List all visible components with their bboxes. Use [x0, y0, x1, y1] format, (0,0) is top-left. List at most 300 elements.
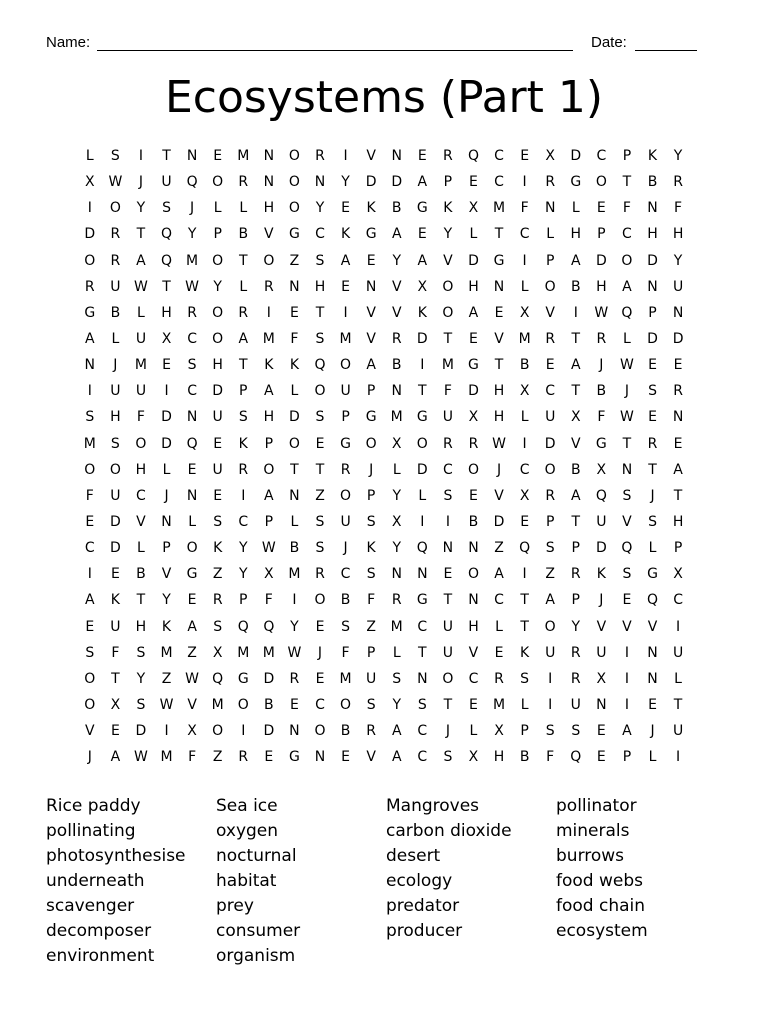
grid-letter: E	[622, 592, 632, 609]
word-list-column	[216, 794, 386, 969]
grid-letter: H	[314, 278, 326, 295]
grid-letter: J	[650, 723, 655, 740]
grid-letter: W	[287, 644, 302, 661]
grid-letter: Q	[314, 357, 326, 374]
grid-letter: D	[647, 330, 658, 347]
word-list-item: ecosystem	[556, 921, 648, 941]
grid-letter: N	[289, 278, 300, 295]
grid-letter: R	[315, 566, 325, 583]
grid-letter: T	[494, 226, 504, 243]
grid-letter: F	[188, 749, 197, 766]
grid-letter: P	[264, 435, 274, 452]
grid-letter: J	[317, 644, 323, 661]
grid-letter: V	[366, 330, 376, 347]
grid-letter: T	[494, 357, 504, 374]
grid-letter: B	[570, 278, 581, 295]
grid-letter: K	[289, 357, 299, 374]
grid-row	[77, 718, 691, 744]
grid-letter: I	[241, 487, 246, 504]
grid-letter: D	[544, 435, 556, 452]
grid-letter: F	[443, 383, 452, 400]
grid-letter: E	[264, 749, 274, 766]
grid-letter: G	[365, 409, 377, 426]
grid-row	[77, 640, 691, 666]
word-list-item: food chain	[556, 896, 646, 916]
grid-letter: N	[672, 409, 684, 426]
grid-letter: X	[468, 749, 479, 766]
grid-letter: E	[85, 513, 95, 530]
grid-letter: M	[390, 618, 403, 635]
grid-letter: O	[212, 330, 224, 347]
grid-letter: R	[238, 749, 249, 766]
grid-letter: L	[290, 383, 299, 400]
grid-letter: Y	[571, 618, 581, 635]
grid-letter: A	[340, 252, 351, 269]
grid-letter: N	[647, 670, 658, 687]
grid-letter: Y	[392, 540, 401, 557]
grid-letter: H	[647, 226, 658, 243]
word-list-item: carbon dioxide	[386, 821, 512, 841]
grid-letter: W	[159, 696, 174, 713]
grid-letter: B	[136, 566, 146, 583]
grid-letter: X	[570, 409, 581, 426]
grid-row	[77, 378, 691, 404]
grid-letter: Q	[595, 487, 607, 504]
grid-letter: N	[544, 200, 556, 217]
grid-letter: M	[262, 330, 275, 347]
grid-letter: D	[161, 409, 172, 426]
grid-letter: D	[416, 461, 428, 478]
grid-letter: U	[340, 383, 351, 400]
grid-letter: C	[494, 174, 504, 191]
grid-letter: G	[493, 252, 505, 269]
grid-letter: B	[110, 304, 121, 321]
grid-letter: V	[647, 618, 658, 635]
grid-letter: G	[365, 226, 377, 243]
grid-letter: O	[595, 174, 607, 191]
grid-letter: I	[522, 435, 527, 452]
grid-letter: P	[571, 592, 580, 609]
grid-letter: I	[522, 252, 527, 269]
word-list-item: desert	[386, 846, 441, 866]
grid-letter: O	[340, 696, 352, 713]
grid-letter: H	[468, 618, 479, 635]
grid-letter: V	[366, 304, 376, 321]
grid-letter: W	[620, 409, 634, 426]
grid-letter: W	[185, 278, 200, 295]
grid-letter: X	[545, 148, 555, 164]
grid-letter: U	[366, 670, 377, 687]
grid-letter: T	[418, 644, 427, 661]
grid-letter: J	[343, 540, 348, 557]
grid-letter: M	[134, 357, 147, 374]
grid-letter: S	[315, 252, 325, 269]
grid-letter: D	[647, 252, 658, 269]
grid-letter: O	[263, 461, 275, 478]
grid-letter: E	[469, 330, 478, 347]
grid-letter: R	[673, 174, 683, 191]
grid-letter: F	[520, 200, 529, 217]
grid-letter: A	[417, 174, 428, 191]
grid-letter: H	[135, 461, 147, 478]
grid-letter: Y	[673, 252, 683, 269]
grid-letter: L	[290, 513, 299, 530]
grid-letter: L	[520, 696, 529, 713]
grid-letter: O	[314, 592, 326, 609]
grid-letter: K	[417, 304, 427, 321]
grid-letter: Q	[263, 618, 275, 635]
grid-letter: L	[674, 670, 682, 687]
grid-letter: L	[85, 148, 94, 164]
grid-letter: F	[367, 592, 376, 609]
grid-letter: P	[239, 383, 248, 400]
grid-letter: D	[595, 252, 607, 269]
grid-letter: E	[520, 148, 530, 164]
grid-letter: W	[492, 435, 506, 452]
grid-letter: L	[392, 461, 401, 478]
grid-letter: S	[648, 513, 657, 530]
grid-letter: E	[596, 200, 606, 217]
grid-letter: Q	[621, 540, 633, 557]
grid-letter: T	[520, 618, 529, 635]
grid-letter: D	[416, 330, 428, 347]
grid-letter: N	[647, 644, 658, 661]
grid-letter: L	[469, 226, 478, 243]
grid-letter: X	[391, 513, 402, 530]
grid-letter: A	[570, 487, 581, 504]
grid-letter: R	[494, 670, 504, 687]
grid-letter: R	[570, 566, 581, 583]
grid-letter: R	[263, 278, 274, 295]
grid-letter: R	[545, 330, 556, 347]
word-list-item: predator	[386, 896, 460, 916]
grid-letter: C	[468, 670, 479, 687]
grid-letter: Z	[289, 252, 300, 269]
grid-letter: B	[596, 383, 607, 400]
grid-letter: E	[213, 435, 223, 452]
grid-letter: O	[237, 696, 249, 713]
grid-letter: E	[648, 696, 657, 713]
grid-letter: Q	[161, 226, 173, 243]
grid-letter: Y	[443, 226, 453, 243]
grid-letter: P	[520, 723, 529, 740]
grid-letter: J	[113, 357, 118, 374]
grid-letter: P	[673, 540, 683, 557]
grid-letter: B	[519, 357, 530, 374]
grid-letter: E	[110, 566, 120, 583]
grid-letter: N	[647, 278, 658, 295]
grid-letter: H	[493, 409, 505, 426]
grid-letter: O	[544, 461, 556, 478]
grid-letter: R	[187, 304, 197, 321]
grid-letter: S	[520, 670, 530, 687]
grid-letter: N	[186, 409, 198, 426]
grid-letter: H	[263, 200, 275, 217]
grid-letter: I	[420, 357, 425, 374]
grid-letter: M	[237, 148, 250, 164]
grid-letter: R	[545, 174, 556, 191]
grid-letter: W	[108, 174, 123, 191]
grid-letter: A	[545, 592, 555, 609]
grid-letter: L	[239, 200, 248, 217]
grid-letter: G	[416, 592, 428, 609]
grid-letter: O	[109, 200, 121, 217]
grid-letter: S	[417, 696, 427, 713]
grid-letter: U	[135, 330, 147, 347]
grid-letter: U	[545, 409, 556, 426]
grid-letter: I	[343, 304, 348, 321]
grid-letter: O	[467, 461, 479, 478]
grid-letter: J	[599, 357, 604, 374]
grid-letter: S	[648, 383, 657, 400]
grid-letter: N	[468, 540, 479, 557]
grid-letter: A	[391, 226, 402, 243]
grid-letter: L	[213, 200, 222, 217]
grid-letter: L	[571, 200, 580, 217]
grid-letter: Y	[238, 566, 248, 583]
grid-letter: T	[443, 330, 453, 347]
grid-letter: C	[187, 383, 197, 400]
grid-letter: H	[493, 383, 505, 400]
grid-letter: O	[109, 461, 121, 478]
grid-letter: O	[135, 435, 147, 452]
grid-letter: C	[187, 330, 197, 347]
grid-letter: B	[391, 357, 402, 374]
grid-letter: V	[161, 566, 172, 583]
grid-letter: E	[494, 644, 504, 661]
grid-letter: O	[186, 540, 198, 557]
grid-letter: E	[315, 670, 325, 687]
grid-letter: G	[288, 749, 300, 766]
grid-letter: O	[84, 252, 96, 269]
grid-letter: X	[212, 644, 223, 661]
grid-letter: S	[443, 749, 453, 766]
grid-letter: B	[340, 592, 351, 609]
grid-letter: S	[443, 487, 453, 504]
grid-letter: E	[469, 696, 478, 713]
grid-letter: C	[315, 226, 325, 243]
grid-letter: T	[673, 487, 683, 504]
grid-letter: A	[85, 330, 95, 347]
grid-letter: V	[545, 304, 555, 321]
grid-letter: D	[391, 174, 403, 191]
grid-letter: N	[186, 487, 198, 504]
grid-letter: U	[110, 278, 121, 295]
grid-letter: I	[548, 670, 553, 687]
grid-letter: K	[366, 200, 376, 217]
grid-letter: B	[289, 540, 300, 557]
grid-letter: T	[290, 461, 299, 478]
grid-letter: R	[238, 461, 249, 478]
word-list-item: nocturnal	[216, 846, 297, 866]
grid-letter: A	[238, 330, 249, 347]
grid-letter: A	[136, 252, 146, 269]
word-list-item: environment	[46, 946, 155, 966]
grid-letter: L	[188, 513, 196, 530]
grid-letter: F	[290, 330, 299, 347]
grid-letter: C	[494, 592, 504, 609]
grid-letter: B	[570, 461, 581, 478]
grid-letter: E	[545, 357, 555, 374]
grid-letter: E	[162, 357, 171, 374]
grid-letter: L	[392, 644, 401, 661]
grid-letter: H	[110, 409, 121, 426]
grid-letter: V	[622, 618, 632, 635]
grid-row	[77, 274, 691, 300]
grid-letter: S	[622, 566, 632, 583]
word-list-item: prey	[216, 896, 254, 916]
grid-letter: G	[595, 435, 607, 452]
grid-letter: U	[110, 383, 121, 400]
grid-letter: R	[545, 487, 556, 504]
grid-letter: M	[186, 252, 199, 269]
grid-letter: E	[417, 148, 427, 164]
grid-letter: X	[596, 670, 607, 687]
grid-letter: F	[85, 487, 94, 504]
grid-letter: I	[87, 566, 92, 583]
grid-letter: A	[264, 487, 274, 504]
grid-letter: N	[621, 461, 633, 478]
grid-letter: O	[621, 252, 633, 269]
grid-letter: X	[468, 409, 479, 426]
grid-letter: G	[186, 566, 198, 583]
grid-letter: O	[544, 278, 556, 295]
grid-letter: L	[239, 278, 248, 295]
grid-letter: L	[546, 226, 555, 243]
grid-letter: M	[160, 749, 173, 766]
grid-letter: O	[340, 357, 352, 374]
grid-letter: P	[597, 226, 606, 243]
grid-letter: S	[136, 696, 146, 713]
grid-letter: N	[365, 278, 377, 295]
grid-letter: K	[110, 592, 120, 609]
grid-letter: F	[622, 200, 631, 217]
grid-letter: S	[238, 409, 248, 426]
grid-row	[77, 666, 691, 692]
grid-letter: B	[519, 749, 530, 766]
grid-letter: J	[496, 461, 502, 478]
grid-letter: S	[571, 723, 581, 740]
grid-letter: Y	[290, 618, 299, 635]
grid-letter: S	[213, 618, 223, 635]
grid-letter: X	[391, 435, 402, 452]
grid-letter: E	[341, 278, 350, 295]
grid-letter: U	[212, 461, 223, 478]
grid-letter: M	[83, 435, 96, 452]
grid-letter: U	[672, 723, 684, 740]
grid-row	[77, 248, 691, 274]
grid-letter: E	[443, 566, 453, 583]
grid-letter: O	[314, 723, 326, 740]
grid-letter: M	[237, 644, 250, 661]
grid-letter: G	[340, 435, 351, 452]
grid-letter: H	[468, 278, 479, 295]
grid-letter: X	[519, 383, 530, 400]
grid-letter: E	[494, 304, 504, 321]
grid-letter: X	[468, 200, 479, 217]
grid-letter: G	[288, 226, 300, 243]
grid-letter: R	[391, 592, 402, 609]
grid-letter: I	[343, 148, 348, 164]
grid-letter: A	[366, 357, 376, 374]
word-list-column	[46, 794, 216, 969]
grid-letter: T	[673, 696, 683, 713]
grid-letter: Y	[187, 226, 197, 243]
date-label: Date:	[591, 34, 627, 51]
word-list	[46, 794, 726, 969]
grid-letter: W	[594, 304, 609, 321]
word-list-item: pollinator	[556, 796, 637, 816]
grid-letter: P	[264, 513, 274, 530]
grid-letter: N	[468, 592, 479, 609]
grid-row	[77, 169, 691, 195]
grid-letter: S	[545, 723, 555, 740]
grid-letter: J	[624, 383, 629, 400]
grid-letter: S	[366, 566, 376, 583]
grid-letter: R	[443, 435, 453, 452]
grid-letter: A	[622, 278, 632, 295]
grid-letter: F	[264, 592, 273, 609]
grid-letter: M	[211, 696, 224, 713]
grid-letter: B	[647, 174, 658, 191]
grid-letter: X	[673, 566, 683, 583]
page-title: Ecosystems (Part 1)	[164, 72, 604, 123]
grid-letter: U	[110, 487, 121, 504]
grid-letter: A	[110, 749, 121, 766]
grid-letter: V	[366, 749, 376, 766]
grid-letter: H	[135, 618, 147, 635]
grid-letter: Q	[186, 435, 198, 452]
grid-letter: E	[341, 200, 350, 217]
grid-letter: Y	[392, 252, 401, 269]
grid-letter: D	[289, 409, 300, 426]
grid-letter: X	[187, 723, 197, 740]
grid-letter: N	[263, 148, 275, 164]
grid-letter: O	[314, 383, 326, 400]
grid-letter: P	[366, 383, 376, 400]
grid-letter: O	[212, 304, 224, 321]
grid-letter: Q	[161, 252, 173, 269]
grid-letter: V	[494, 330, 504, 347]
grid-letter: A	[570, 252, 581, 269]
grid-letter: C	[417, 618, 428, 635]
grid-letter: P	[366, 487, 376, 504]
word-list-item: habitat	[216, 871, 277, 891]
grid-letter: V	[622, 513, 632, 530]
grid-letter: U	[161, 174, 172, 191]
grid-letter: D	[161, 435, 172, 452]
grid-letter: M	[288, 566, 301, 583]
word-list-item: scavenger	[46, 896, 135, 916]
grid-letter: Y	[315, 200, 325, 217]
grid-letter: X	[494, 723, 504, 740]
grid-letter: P	[648, 304, 657, 321]
grid-letter: A	[622, 723, 632, 740]
grid-letter: Y	[136, 200, 146, 217]
grid-letter: P	[213, 226, 222, 243]
grid-letter: V	[391, 304, 402, 321]
grid-letter: E	[648, 357, 657, 374]
grid-letter: S	[545, 540, 555, 557]
grid-letter: Q	[621, 304, 633, 321]
grid-letter: E	[520, 513, 530, 530]
grid-letter: M	[492, 200, 506, 217]
grid-letter: J	[138, 174, 144, 191]
grid-letter: W	[620, 357, 634, 374]
grid-letter: S	[622, 487, 632, 504]
grid-letter: I	[522, 566, 527, 583]
grid-letter: V	[443, 252, 453, 269]
